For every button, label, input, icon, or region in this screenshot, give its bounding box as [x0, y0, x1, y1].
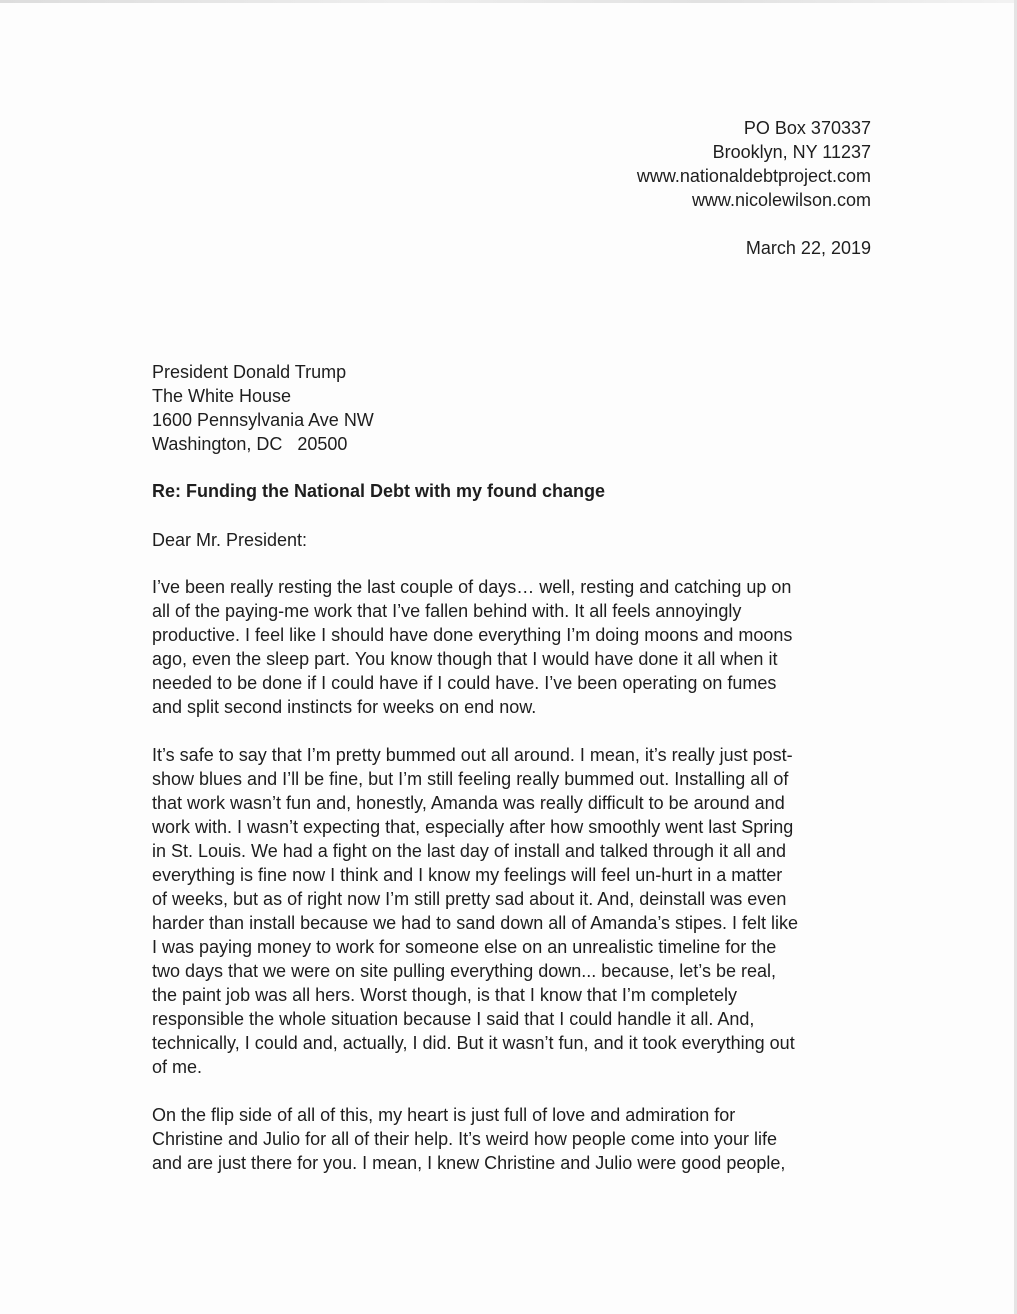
body-line: the paint job was all hers. Worst though, is that I know that I’m completely — [152, 985, 737, 1005]
scan-edge-top — [0, 0, 1017, 3]
body-line: harder than install because we had to sand down all of Amanda’s stipes. I felt like — [152, 913, 799, 933]
salutation: Dear Mr. President: — [152, 530, 308, 550]
body-line: Christine and Julio for all of their help. It’s weird how people come into your life — [152, 1129, 777, 1149]
sender-address-block — [637, 116, 871, 212]
body-paragraph — [152, 1103, 882, 1175]
recipient-city: Washington, DC 20500 — [152, 434, 348, 454]
body-line: in St. Louis. We had a fight on the last day of install and talked through it all and — [152, 841, 787, 861]
body-line: of weeks, but as of right now I’m still pretty sad about it. And, deinstall was even — [152, 889, 787, 909]
body-line: and split second instincts for weeks on end now. — [152, 697, 537, 717]
subject-line: Re: Funding the National Debt with my found change — [152, 481, 605, 501]
body-paragraph — [152, 743, 882, 1079]
letter-date: March 22, 2019 — [745, 238, 871, 258]
body-paragraph — [152, 575, 882, 719]
body-line: technically, I could and, actually, I did. But it wasn’t fun, and it took everything out — [152, 1033, 795, 1053]
body-line: all of the paying-me work that I’ve fallen behind with. It all feels annoyingly — [152, 601, 742, 621]
body-line: and are just there for you. I mean, I knew Christine and Julio were good people, — [152, 1153, 786, 1173]
recipient-street: 1600 Pennsylvania Ave NW — [152, 410, 374, 430]
sender-website-1: www.nationaldebtproject.com — [636, 166, 871, 186]
body-line: two days that we were on site pulling everything down... because, let’s be real, — [152, 961, 777, 981]
letter-body — [152, 575, 882, 1199]
body-line: I was paying money to work for someone else on an unrealistic timeline for the — [152, 937, 777, 957]
sender-website-2: www.nicolewilson.com — [691, 190, 871, 210]
recipient-address-block — [152, 360, 374, 456]
body-line: I’ve been really resting the last couple of days… well, resting and catching up on — [152, 577, 792, 597]
body-line: It’s safe to say that I’m pretty bummed out all around. I mean, it’s really just post- — [152, 745, 793, 765]
body-line: ago, even the sleep part. You know though that I would have done it all when it — [152, 649, 778, 669]
recipient-name: President Donald Trump — [152, 362, 347, 382]
body-line: that work wasn’t fun and, honestly, Amanda was really difficult to be around and — [152, 793, 785, 813]
body-line: of me. — [152, 1057, 203, 1077]
body-line: show blues and I’ll be fine, but I’m still feeling really bummed out. Installing all of — [152, 769, 789, 789]
sender-po-box: PO Box 370337 — [743, 118, 871, 138]
body-line: needed to be done if I could have if I could have. I’ve been operating on fumes — [152, 673, 777, 693]
body-line: work with. I wasn’t expecting that, especially after how smoothly went last Spring — [152, 817, 794, 837]
body-line: responsible the whole situation because I said that I could handle it all. And, — [152, 1009, 755, 1029]
body-line: everything is fine now I think and I know my feelings will feel un-hurt in a matter — [152, 865, 783, 885]
sender-city: Brooklyn, NY 11237 — [712, 142, 871, 162]
body-line: productive. I feel like I should have done everything I’m doing moons and moons — [152, 625, 793, 645]
body-line: On the flip side of all of this, my heart is just full of love and admiration for — [152, 1105, 736, 1125]
recipient-org: The White House — [152, 386, 292, 406]
